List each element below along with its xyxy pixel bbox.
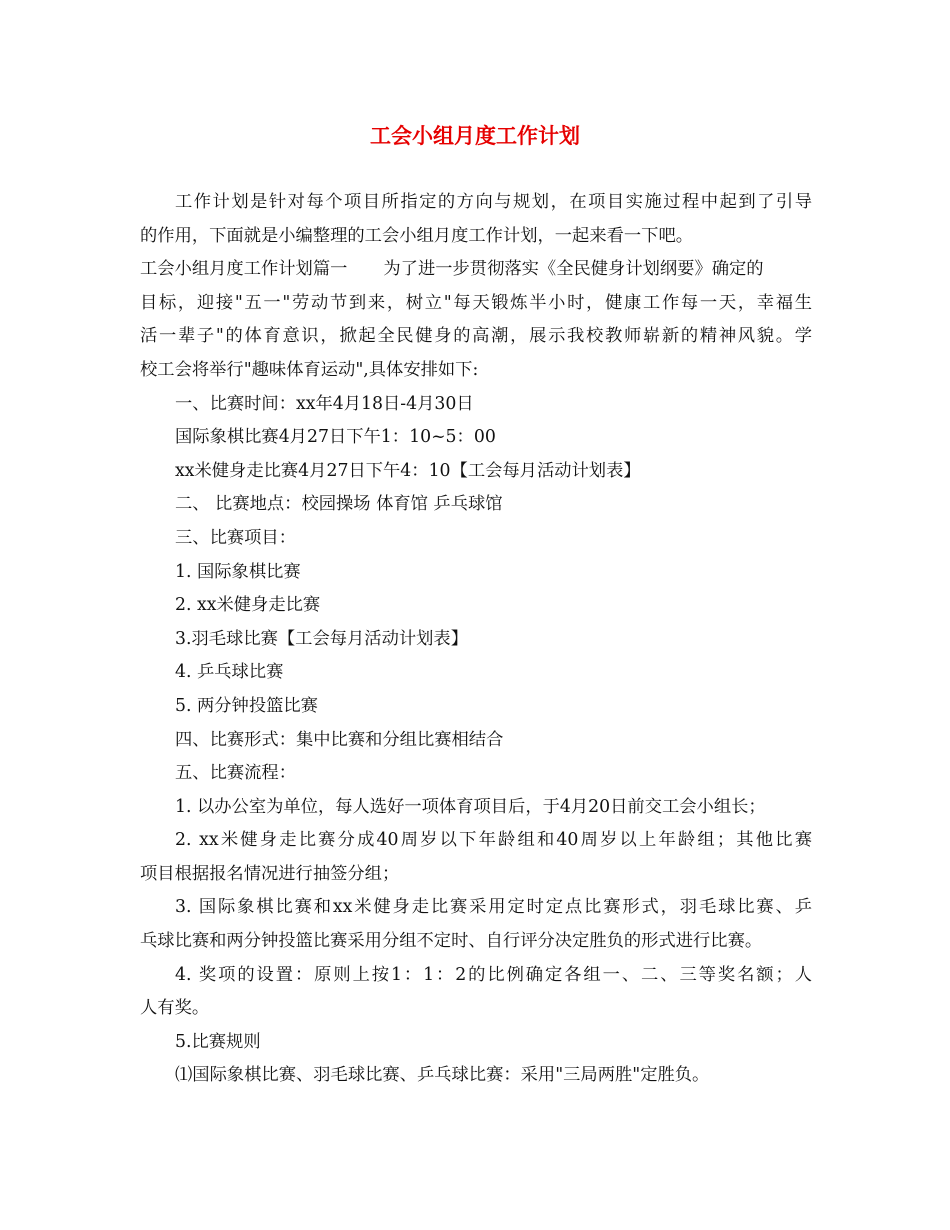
paragraph-line: 校工会将举行"趣味体育运动",具体安排如下: bbox=[140, 359, 479, 380]
list-item: 国际象棋比赛4月27日下午1：10~5：00 bbox=[175, 427, 496, 448]
paragraph-line: 项目根据报名情况进行抽签分组； bbox=[140, 863, 400, 884]
paragraph-line bbox=[140, 253, 812, 287]
list-item: 五、比赛流程： bbox=[175, 763, 296, 784]
list-item: 2. xx米健身走比赛 bbox=[175, 595, 321, 616]
list-item: 三、比赛项目： bbox=[175, 527, 296, 548]
paragraph-line: 目标，迎接"五一"劳动节到来，树立"每天锻炼半小时，健康工作每一天，幸福生 bbox=[140, 292, 812, 313]
list-item: 一、比赛时间：xx年4月18日-4月30日 bbox=[175, 393, 474, 414]
list-item: xx米健身走比赛4月27日下午4：10【工会每月活动计划表】 bbox=[175, 460, 641, 481]
paragraph-line: 乓球比赛和两分钟投篮比赛采用分组不定时、自行评分决定胜负的形式进行比赛。 bbox=[140, 931, 763, 952]
list-item: 2. xx米健身走比赛分成40周岁以下年龄组和40周岁以上年龄组；其他比赛 bbox=[175, 830, 812, 851]
paragraph-line: 工作计划是针对每个项目所指定的方向与规划，在项目实施过程中起到了引导 bbox=[175, 192, 812, 212]
paragraph-line: 的作用，下面就是小编整理的工会小组月度工作计划，一起来看一下吧。 bbox=[140, 225, 694, 246]
list-item: 四、比赛形式：集中比赛和分组比赛相结合 bbox=[175, 729, 504, 750]
list-item: 4. 乒乓球比赛 bbox=[175, 662, 284, 683]
document-title: 工会小组月度工作计划 bbox=[370, 124, 580, 148]
paragraph-line: 人有奖。 bbox=[140, 998, 210, 1019]
list-item: 4. 奖项的设置：原则上按1：1：2的比例确定各组一、二、三等奖名额；人 bbox=[175, 964, 812, 985]
list-item: 1. 国际象棋比赛 bbox=[175, 561, 301, 582]
list-item: 3. 国际象棋比赛和xx米健身走比赛采用定时定点比赛形式，羽毛球比赛、乒 bbox=[175, 897, 812, 918]
list-item: 1. 以办公室为单位，每人选好一项体育项目后，于4月20日前交工会小组长； bbox=[175, 796, 766, 817]
section-heading: 工会小组月度工作计划篇一 bbox=[140, 259, 348, 280]
list-item: 二、 比赛地点：校园操场 体育馆 乒乓球馆 bbox=[175, 494, 503, 515]
paragraph-text: 为了进一步贯彻落实《全民健身计划纲要》确定的 bbox=[383, 259, 764, 280]
paragraph-line: 活一辈子"的体育意识，掀起全民健身的高潮，展示我校教师崭新的精神风貌。学 bbox=[140, 326, 812, 347]
list-item: 3.羽毛球比赛【工会每月活动计划表】 bbox=[175, 628, 468, 649]
list-item: 5.比赛规则 bbox=[175, 1031, 261, 1052]
list-item: ⑴国际象棋比赛、羽毛球比赛、乒乓球比赛：采用"三局两胜"定胜负。 bbox=[175, 1065, 710, 1086]
document-body bbox=[140, 186, 812, 1093]
list-item: 5. 两分钟投篮比赛 bbox=[175, 695, 318, 716]
